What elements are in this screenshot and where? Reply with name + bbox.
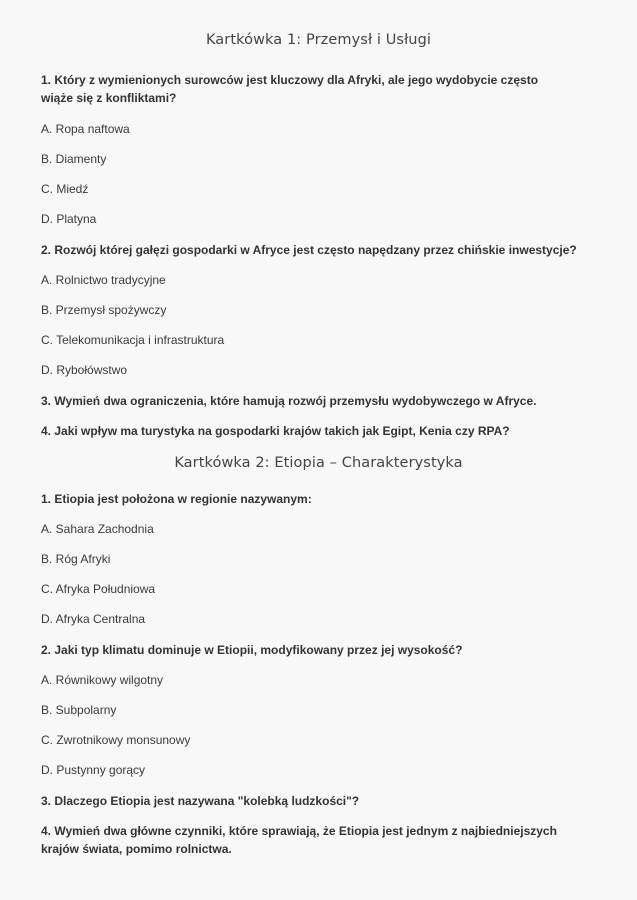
question-1-2: 2. Rozwój której gałęzi gospodarki w Afryce jest często napędzany przez chińskie inwestycje? (41, 243, 577, 257)
option-1-2-a: A. Rolnictwo tradycyjne (41, 273, 166, 287)
section-title-1: Kartkówka 1: Przemysł i Usługi (205, 32, 432, 48)
question-1-3: 3. Wymień dwa ograniczenia, które hamują rozwój przemysłu wydobywczego w Afryce. (41, 394, 537, 408)
question-1-4: 4. Jaki wpływ ma turystyka na gospodarki krajów takich jak Egipt, Kenia czy RPA? (41, 424, 510, 438)
option-1-2-b: B. Przemysł spożywczy (41, 303, 167, 317)
option-2-2-d: D. Pustynny gorący (41, 763, 146, 777)
question-2-2: 2. Jaki typ klimatu dominuje w Etiopii, modyfikowany przez jej wysokość? (41, 643, 463, 657)
option-1-1-c: C. Miedź (41, 182, 89, 196)
option-2-1-b: B. Róg Afryki (41, 552, 111, 566)
option-1-2-c: C. Telekomunikacja i infrastruktura (41, 333, 225, 347)
option-1-1-d: D. Platyna (41, 212, 97, 226)
option-1-1-b: B. Diamenty (41, 152, 107, 166)
section-title-2: Kartkówka 2: Etiopia – Charakterystyka (174, 455, 463, 471)
option-2-1-a: A. Sahara Zachodnia (41, 522, 154, 536)
option-1-2-d: D. Rybołówstwo (41, 363, 128, 377)
question-2-3: 3. Dlaczego Etiopia jest nazywana "kolebką ludzkości"? (41, 794, 360, 808)
question-1-1: 1. Który z wymienionych surowców jest kluczowy dla Afryki, ale jego wydobycie często wiąże się z konfliktami? (41, 73, 539, 105)
option-2-2-a: A. Równikowy wilgotny (41, 673, 164, 687)
option-1-1-a: A. Ropa naftowa (41, 122, 130, 136)
option-2-1-d: D. Afryka Centralna (41, 612, 146, 626)
option-2-2-c: C. Zwrotnikowy monsunowy (41, 733, 191, 747)
option-2-2-b: B. Subpolarny (41, 703, 117, 717)
question-2-1: 1. Etiopia jest położona w regionie nazywanym: (41, 492, 312, 506)
option-2-1-c: C. Afryka Południowa (41, 582, 156, 596)
question-2-4: 4. Wymień dwa główne czynniki, które sprawiają, że Etiopia jest jednym z najbiedniejszych krajów świata, pomimo rolnictwa. (41, 824, 557, 856)
